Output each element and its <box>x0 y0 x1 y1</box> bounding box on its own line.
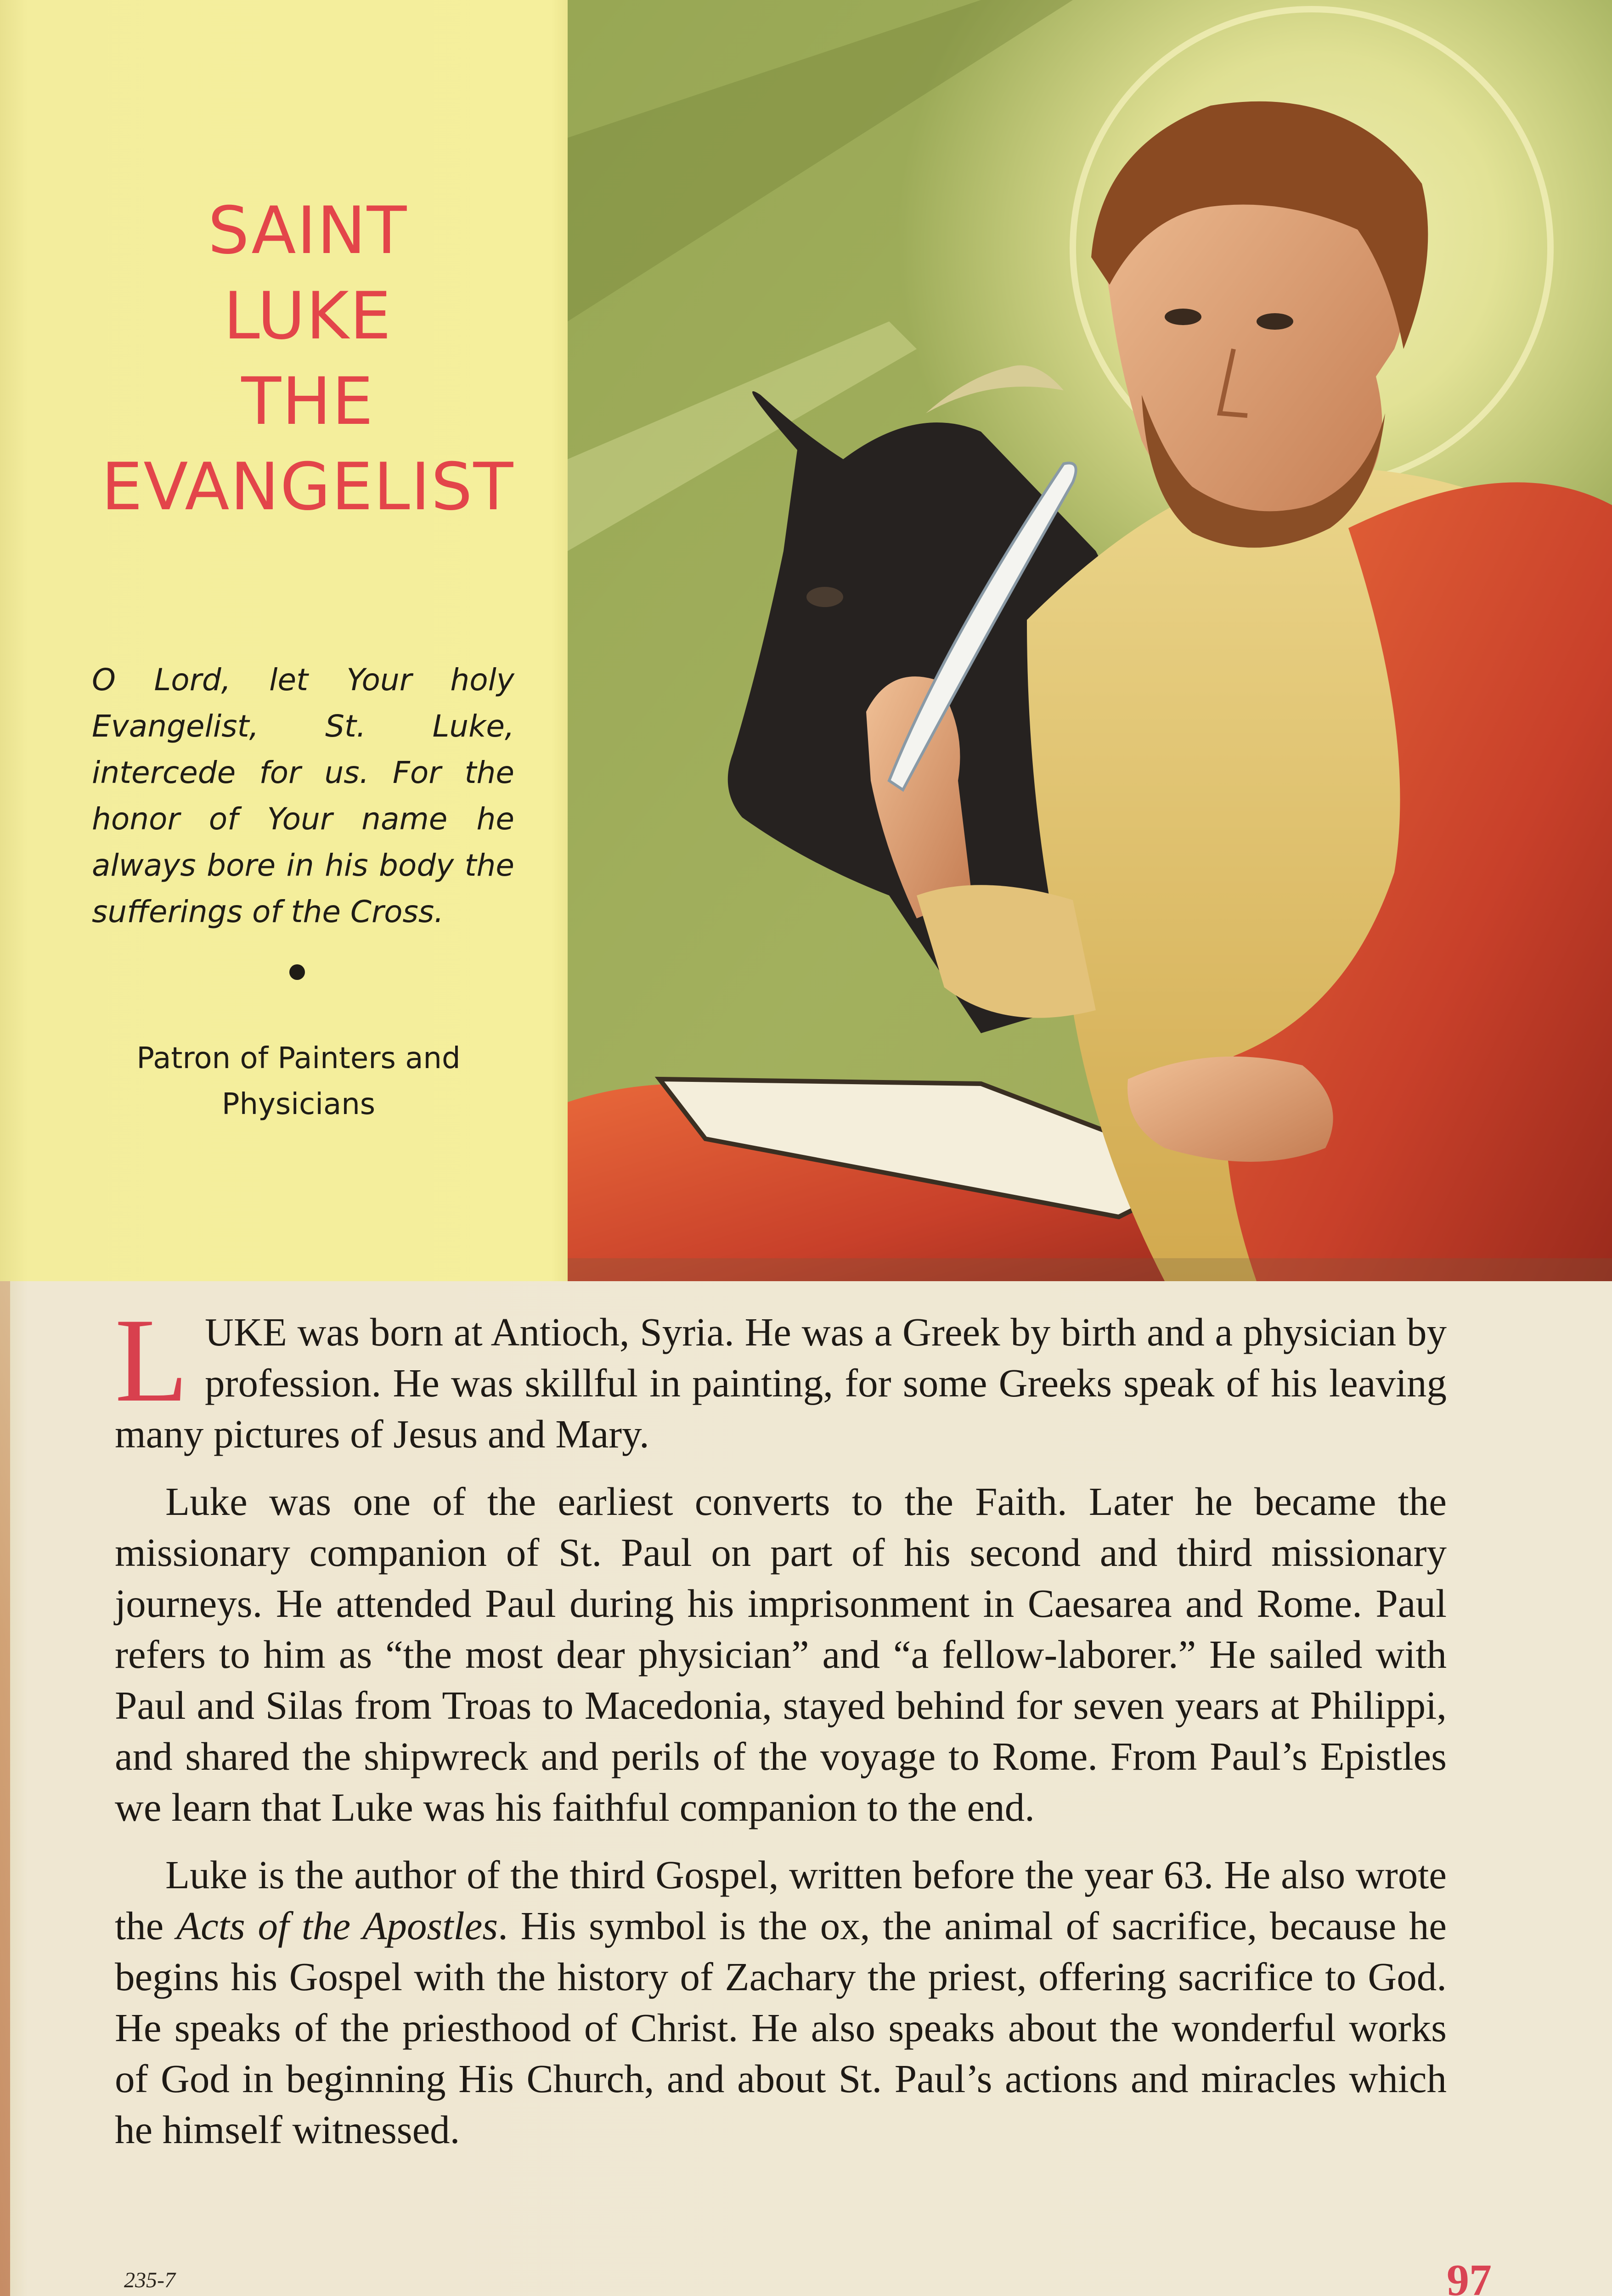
paragraph-2: Luke was one of the earliest converts to the Faith. Later he became the missionary companion of St. Paul on part of his second and third missionary journeys. He attended Paul during his imprisonment in Caesarea and Rome. Paul refers to him as “the most dear physician” and “a fellow-laborer.” He sailed with Paul and Silas from Troas to Macedonia, stayed behind for seven years at Philippi, and shared the shipwreck and perils of the voyage to Rome. From Paul’s Epistles we learn that Luke was his faithful companion to the end. <box>115 1479 1447 1829</box>
page-title <box>83 188 533 530</box>
saint-luke-illustration <box>568 0 1612 1281</box>
paragraph-1-text: UKE was born at Antioch, Syria. He was a Greek by birth and a physician by profession. He was skillful in painting, for some Greeks speak of his leaving many pictures of Jesus and Mary. <box>115 1310 1447 1456</box>
page-number: 97 <box>1447 2256 1492 2296</box>
title-line-4: EVANGELIST <box>101 449 514 525</box>
paragraph-3 <box>115 1849 1447 2155</box>
title-line-2: LUKE <box>223 278 392 354</box>
patron-text: Patron of Painters and Physicians <box>136 1041 461 1121</box>
title-panel <box>0 0 568 1281</box>
title-line-3: THE <box>241 364 374 439</box>
title-line-1: SAINT <box>208 193 408 269</box>
prayer-text: O Lord, let Your holy Evangelist, St. Luke, intercede for us. For the honor of Your name he always bore in his body the sufferings of the Cross. <box>92 662 514 929</box>
paragraph-3-text-b: . His symbol is the ox, the animal of sacrifice, because he begins his Gospel with the history of Zachary the priest, offering sacrifice to God. He speaks of the priesthood of Christ. He also speaks about the wonderful works of God in beginning His Church, and about St. Paul’s actions and miracles which he himself witnessed. <box>115 1903 1447 2152</box>
paragraph-3-text-a: Luke is the author of the third Gospel, written before the year 63. He also wrote the <box>115 1852 1447 1948</box>
bullet-divider <box>289 964 305 980</box>
print-code: 235-7 <box>124 2268 175 2292</box>
illustration-svg <box>568 0 1612 1281</box>
drop-cap: L <box>115 1294 189 1427</box>
acts-title: Acts of the Apostles <box>176 1903 498 1948</box>
article-body <box>115 1294 1447 2172</box>
paragraph-1 <box>115 1294 1447 1459</box>
